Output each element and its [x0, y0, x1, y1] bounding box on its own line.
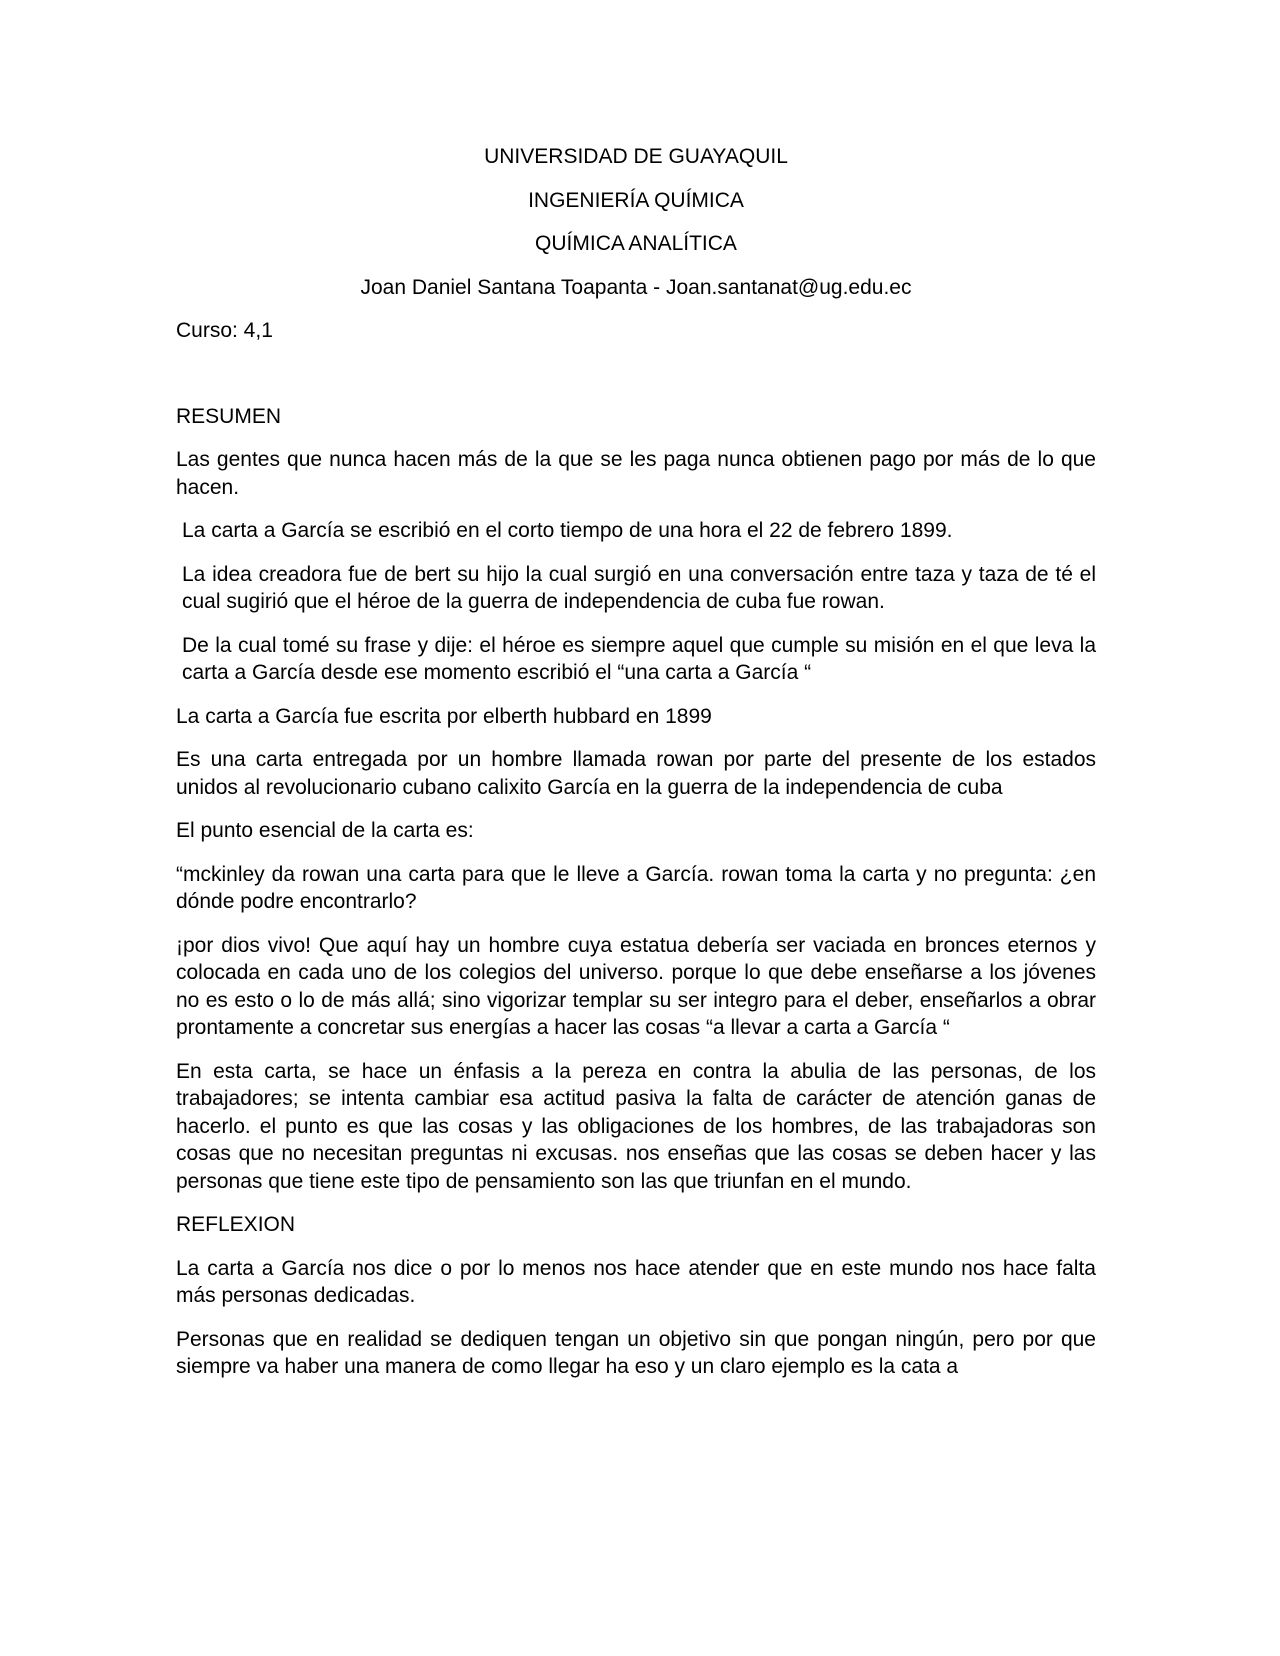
reflexion-paragraph-2: Personas que en realidad se dediquen tengan un objetivo sin que pongan ningún, pero por que siempre va haber una manera de como llegar ha eso y un claro ejemplo es la cata a: [176, 1327, 1096, 1378]
document-body: [176, 143, 1096, 1397]
author-line: Joan Daniel Santana Toapanta - Joan.santanat@ug.edu.ec: [360, 275, 912, 299]
university-name: UNIVERSIDAD DE GUAYAQUIL: [484, 145, 788, 168]
resumen-paragraph-7: El punto esencial de la carta es:: [176, 819, 474, 842]
reflexion-heading: REFLEXION: [176, 1213, 296, 1236]
subject-name: QUÍMICA ANALÍTICA: [535, 232, 737, 255]
resumen-paragraph-6: Es una carta entregada por un hombre llamada rowan por parte del presente de los estados unidos al revolucionario cubano calixito García en la guerra de la independencia de cuba: [176, 748, 1096, 799]
resumen-paragraph-3: La idea creadora fue de bert su hijo la cual surgió en una conversación entre taza y taza de té el cual sugirió que el héroe de la guerra de independencia de cuba fue rowan.: [182, 562, 1096, 613]
reflexion-paragraph-1: La carta a García nos dice o por lo menos nos hace atender que en este mundo nos hace falta más personas dedicadas.: [176, 1256, 1096, 1307]
resumen-heading: RESUMEN: [176, 404, 282, 428]
resumen-paragraph-9: ¡por dios vivo! Que aquí hay un hombre cuya estatua debería ser vaciada en bronces eternos y colocada en cada uno de los colegios del universo. porque lo que debe enseñarse a los jóvenes no es esto o lo de más allá; sino vigorizar templar su ser integro para el deber, enseñarlos a obrar prontamente a concretar sus energías a hacer las cosas “a llevar a carta a García “: [176, 933, 1096, 1039]
resumen-paragraph-2: La carta a García se escribió en el corto tiempo de una hora el 22 de febrero 1899.: [182, 519, 953, 542]
course-line: Curso: 4,1: [176, 319, 273, 342]
resumen-paragraph-10: En esta carta, se hace un énfasis a la pereza en contra la abulia de las personas, de los trabajadores; se intenta cambiar esa actitud pasiva la falta de carácter de atención ganas de hacerlo. el punto es que las cosas y las obligaciones de los hombres, de las trabajadoras son cosas que no necesitan preguntas ni excusas. nos enseñas que las cosas se deben hacer y las personas que tiene este tipo de pensamiento son las que triunfan en el mundo.: [176, 1059, 1096, 1193]
resumen-paragraph-4: De la cual tomé su frase y dije: el héroe es siempre aquel que cumple su misión en el que leva la carta a García desde ese momento escribió el “una carta a García “: [182, 633, 1096, 684]
resumen-paragraph-5: La carta a García fue escrita por elberth hubbard en 1899: [176, 704, 712, 728]
resumen-paragraph-8: “mckinley da rowan una carta para que le lleve a García. rowan toma la carta y no pregunta: ¿en dónde podre encontrarlo?: [176, 862, 1096, 913]
resumen-paragraph-1: Las gentes que nunca hacen más de la que se les paga nunca obtienen pago por más de lo que hacen.: [176, 448, 1096, 499]
faculty-name: INGENIERÍA QUÍMICA: [528, 188, 744, 212]
